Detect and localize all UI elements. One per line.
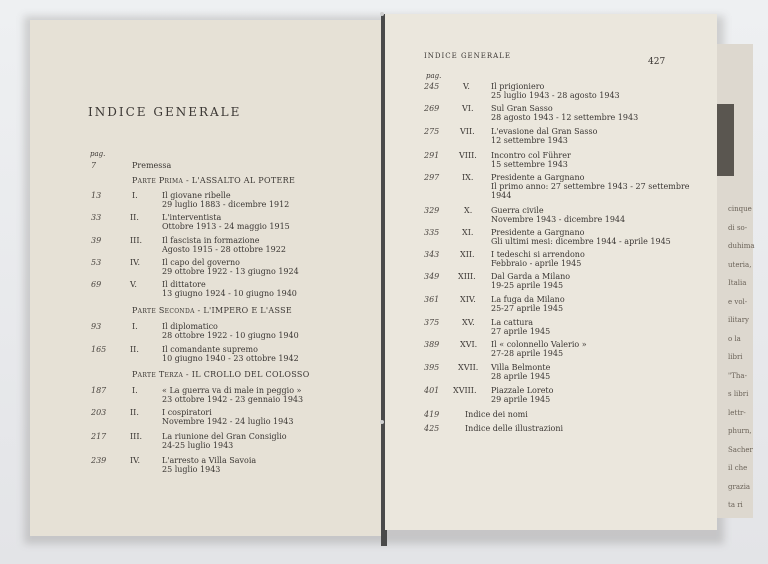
toc-entry-dates: 25 luglio 1943 xyxy=(162,465,221,474)
toc-entry-dates: 19-25 aprile 1945 xyxy=(491,281,564,290)
toc-entry-dates: 23 ottobre 1942 - 23 gennaio 1943 xyxy=(162,395,304,404)
toc-chapter-number: VIII. xyxy=(459,151,477,160)
toc-entry-dates: 28 agosto 1943 - 12 settembre 1943 xyxy=(491,113,639,122)
toc-entry-title: Sul Gran Sasso xyxy=(491,104,553,113)
toc-chapter-number: XVI. xyxy=(460,340,478,349)
toc-page-number: 275 xyxy=(424,127,440,136)
toc-page-number: 361 xyxy=(424,295,440,304)
toc-entry-dates: 24-25 luglio 1943 xyxy=(162,441,234,450)
toc-chapter-number: XV. xyxy=(462,318,475,327)
toc-chapter-number: I. xyxy=(132,322,138,331)
part-heading: Parte Seconda - L'IMPERO E L'ASSE xyxy=(132,306,293,315)
pag-label: pag. xyxy=(426,72,442,80)
toc-page-number: 93 xyxy=(91,322,102,331)
toc-entry-dates: Il primo anno: 27 settembre 1943 - 27 settembre xyxy=(491,182,690,191)
toc-entry-title: I tedeschi si arrendono xyxy=(491,250,585,259)
toc-page-number: 349 xyxy=(424,272,440,281)
back-text-line: uteria, xyxy=(728,260,752,269)
binding-thread xyxy=(380,420,384,424)
toc-chapter-number: X. xyxy=(464,206,473,215)
toc-page-number: 13 xyxy=(91,191,102,200)
toc-entry-title: Il comandante supremo xyxy=(162,345,258,354)
toc-entry-title: Il capo del governo xyxy=(162,258,240,267)
back-text-line: cinque xyxy=(728,205,752,213)
toc-entry-title: Premessa xyxy=(132,161,172,170)
toc-entry-dates: 29 ottobre 1922 - 13 giugno 1924 xyxy=(162,267,299,276)
toc-entry-title: Il giovane ribelle xyxy=(162,191,231,200)
toc-entry-dates: Ottobre 1913 - 24 maggio 1915 xyxy=(162,222,290,231)
back-text-line: ta ri xyxy=(728,501,743,509)
toc-entry-dates: 29 luglio 1883 - dicembre 1912 xyxy=(162,200,290,209)
pag-label: pag. xyxy=(90,150,106,158)
folio-number: 427 xyxy=(648,57,666,67)
toc-chapter-number: III. xyxy=(130,432,143,441)
toc-entry-title: I cospiratori xyxy=(162,408,212,417)
toc-chapter-number: XIII. xyxy=(458,272,476,281)
toc-entry-dates: 15 settembre 1943 xyxy=(491,160,568,169)
toc-page-number: 343 xyxy=(424,250,440,259)
toc-chapter-number: IV. xyxy=(130,258,141,267)
toc-page-number: 33 xyxy=(91,213,102,222)
toc-page-number: 389 xyxy=(424,340,440,349)
toc-entry-dates: Agosto 1915 - 28 ottobre 1922 xyxy=(162,245,286,254)
back-text-line: e vol- xyxy=(728,297,748,306)
back-text-line: libri xyxy=(728,353,743,361)
toc-page-number: 395 xyxy=(424,363,440,372)
toc-chapter-number: V. xyxy=(463,82,470,91)
toc-entry-title: Presidente a Gargnano xyxy=(491,173,585,182)
back-text-line: Sacher xyxy=(728,445,753,454)
toc-page-number: 217 xyxy=(91,432,107,441)
back-text-line: grazia xyxy=(728,482,751,491)
toc-page-number: 329 xyxy=(424,206,440,215)
toc-entry-title: Indice dei nomi xyxy=(465,410,528,419)
toc-page-number: 69 xyxy=(91,280,102,289)
toc-entry-dates: Gli ultimi mesi: dicembre 1944 - aprile 1945 xyxy=(491,237,671,246)
toc-chapter-number: XI. xyxy=(462,228,474,237)
toc-page-number: 203 xyxy=(91,408,107,417)
toc-entry-title: Villa Belmonte xyxy=(491,363,551,372)
back-page-text xyxy=(728,200,758,509)
toc-page-number: 297 xyxy=(424,173,440,182)
toc-entry-title: Incontro col Führer xyxy=(491,151,571,160)
back-text-line: o la xyxy=(728,334,741,343)
binding-thread xyxy=(380,12,384,16)
toc-chapter-number: VI. xyxy=(462,104,474,113)
toc-entry-title: La riunione del Gran Consiglio xyxy=(162,432,287,441)
toc-entry-dates: 25-27 aprile 1945 xyxy=(491,304,564,313)
toc-entry-title: Il dittatore xyxy=(162,280,206,289)
toc-entry-title: L'evasione dal Gran Sasso xyxy=(491,127,598,136)
toc-chapter-number: II. xyxy=(130,213,139,222)
toc-entry-dates: 25 luglio 1943 - 28 agosto 1943 xyxy=(491,91,620,100)
toc-page-number: 269 xyxy=(424,104,440,113)
toc-chapter-number: II. xyxy=(130,345,139,354)
part-heading: Parte Prima - L'ASSALTO AL POTERE xyxy=(132,176,296,185)
page-title: INDICE GENERALE xyxy=(88,105,242,119)
toc-entry-title: Indice delle illustrazioni xyxy=(465,424,564,433)
toc-entry-title: Presidente a Gargnano xyxy=(491,228,585,237)
toc-page-number: 53 xyxy=(91,258,102,267)
toc-entry-title: Dal Garda a Milano xyxy=(491,272,571,281)
toc-chapter-number: XVII. xyxy=(458,363,479,372)
back-text-line: ilitary xyxy=(728,316,750,324)
toc-chapter-number: II. xyxy=(130,408,139,417)
toc-chapter-number: VII. xyxy=(460,127,475,136)
back-text-line: duhima xyxy=(728,242,755,250)
toc-entry-dates: 27 aprile 1945 xyxy=(491,327,551,336)
part-heading: Parte Terza - IL CROLLO DEL COLOSSO xyxy=(132,370,310,379)
toc-page-number: 335 xyxy=(424,228,440,237)
back-text-line: phurn, xyxy=(728,427,752,435)
toc-entry-dates: Novembre 1942 - 24 luglio 1943 xyxy=(162,417,294,426)
toc-entry-dates: Novembre 1943 - dicembre 1944 xyxy=(491,215,626,224)
toc-entry-title: Guerra civile xyxy=(491,206,544,215)
back-text-line: lettr- xyxy=(728,408,746,417)
back-text-line: di so- xyxy=(728,223,748,232)
toc-entry-dates: 12 settembre 1943 xyxy=(491,136,568,145)
toc-entry-dates: 1944 xyxy=(491,191,512,200)
toc-page-number: 239 xyxy=(91,456,107,465)
toc-page-number: 7 xyxy=(91,161,97,170)
back-text-line: s libri xyxy=(728,390,749,398)
toc-chapter-number: IX. xyxy=(462,173,474,182)
toc-page-number: 245 xyxy=(424,82,440,91)
toc-chapter-number: XIV. xyxy=(460,295,476,304)
toc-entry-dates: 28 aprile 1945 xyxy=(491,372,551,381)
back-text-line: Italia xyxy=(728,279,747,287)
toc-entry-title: Il « colonnello Valerio » xyxy=(491,340,587,349)
toc-page-number: 291 xyxy=(424,151,440,160)
toc-chapter-number: XVIII. xyxy=(453,386,477,395)
toc-entry-title: L'interventista xyxy=(162,213,222,222)
toc-chapter-number: IV. xyxy=(130,456,141,465)
back-text-line: il che xyxy=(728,464,748,472)
toc-chapter-number: I. xyxy=(132,191,138,200)
toc-entry-dates: 27-28 aprile 1945 xyxy=(491,349,564,358)
toc-page-number: 425 xyxy=(424,424,440,433)
toc-chapter-number: I. xyxy=(132,386,138,395)
toc-entry-title: La fuga da Milano xyxy=(491,295,565,304)
toc-page-number: 187 xyxy=(91,386,107,395)
toc-entry-dates: 10 giugno 1940 - 23 ottobre 1942 xyxy=(162,354,299,363)
toc-entry-title: Piazzale Loreto xyxy=(491,386,554,395)
toc-entry-dates: 29 aprile 1945 xyxy=(491,395,551,404)
back-text-line: "Tha- xyxy=(728,371,747,380)
toc-page-number: 375 xyxy=(424,318,440,327)
toc-chapter-number: III. xyxy=(130,236,143,245)
toc-page-number: 419 xyxy=(424,410,440,419)
toc-chapter-number: V. xyxy=(130,280,137,289)
toc-page-number: 39 xyxy=(91,236,102,245)
toc-entry-dates: 28 ottobre 1922 - 10 giugno 1940 xyxy=(162,331,299,340)
toc-entry-title: « La guerra va di male in peggio » xyxy=(162,386,302,395)
running-header: INDICE GENERALE xyxy=(424,52,511,60)
back-page-photo xyxy=(716,104,734,176)
toc-chapter-number: XII. xyxy=(460,250,475,259)
toc-entry-title: L'arresto a Villa Savoia xyxy=(162,456,257,465)
toc-page-number: 401 xyxy=(424,386,440,395)
toc-entry-dates: 13 giugno 1924 - 10 giugno 1940 xyxy=(162,289,297,298)
toc-page-number: 165 xyxy=(91,345,107,354)
toc-entry-title: Il fascista in formazione xyxy=(162,236,260,245)
toc-entry-title: Il diplomatico xyxy=(162,322,218,331)
toc-entry-dates: Febbraio - aprile 1945 xyxy=(491,259,582,268)
toc-entry-title: La cattura xyxy=(491,318,534,327)
toc-entry-title: Il prigioniero xyxy=(491,82,545,91)
